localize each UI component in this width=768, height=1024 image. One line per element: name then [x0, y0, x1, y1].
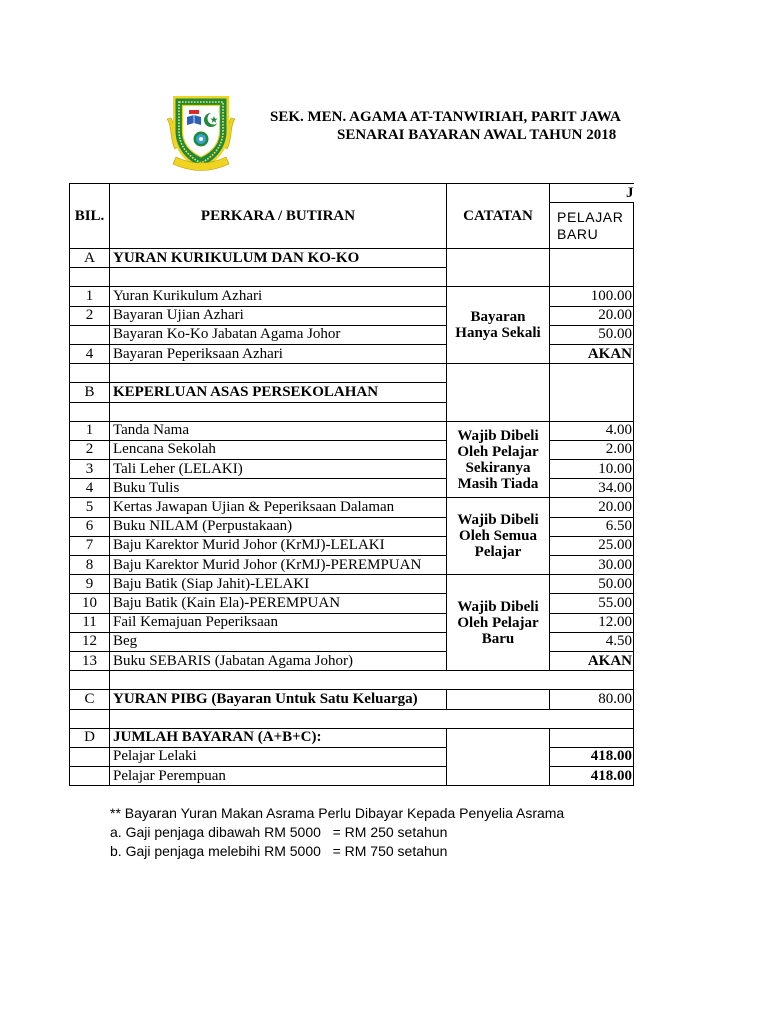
amount-cell: 4.00 [550, 421, 634, 440]
amount-cell: 25.00 [550, 536, 634, 555]
item-cell: Lencana Sekolah [110, 440, 447, 459]
item-cell [110, 268, 447, 287]
blank-row [70, 364, 634, 383]
section-title: YURAN PIBG (Bayaran Untuk Satu Keluarga) [110, 690, 447, 709]
amount-cell: 4.50 [550, 632, 634, 651]
table-row [70, 344, 634, 363]
bil-cell: 4 [70, 344, 110, 363]
table-row [70, 440, 634, 459]
school-crest-logo [164, 93, 238, 173]
item-cell: Bayaran Ujian Azhari [110, 306, 447, 325]
table-header-row [70, 184, 634, 203]
amount-cell: 2.00 [550, 440, 634, 459]
section-row [70, 249, 634, 268]
bil-cell [70, 671, 110, 690]
footnote-line: a. Gaji penjaga dibawah RM 5000 = RM 250 setahun [110, 824, 448, 840]
table-row [70, 651, 634, 670]
bil-cell: 1 [70, 287, 110, 306]
table-row [70, 613, 634, 632]
item-cell: Tanda Nama [110, 421, 447, 440]
header-pelajar-baru: PELAJAR BARU [550, 203, 634, 249]
header-bil: BIL. [70, 184, 110, 249]
section-code: A [70, 249, 110, 268]
table-row [70, 632, 634, 651]
amount-cell [550, 249, 634, 287]
amount-cell: 10.00 [550, 460, 634, 479]
item-cell: Baju Karektor Murid Johor (KrMJ)-PEREMPUAN [110, 556, 447, 575]
bil-cell [70, 709, 110, 728]
bil-cell: 11 [70, 613, 110, 632]
total-row [70, 747, 634, 766]
bil-cell: 6 [70, 517, 110, 536]
item-cell [110, 402, 447, 421]
bil-cell: 8 [70, 556, 110, 575]
item-cell: Buku NILAM (Perpustakaan) [110, 517, 447, 536]
header-catatan: CATATAN [447, 184, 550, 249]
amount-cell: AKAN [550, 651, 634, 670]
catatan-cell [447, 249, 550, 287]
table-row [70, 479, 634, 498]
item-cell: Yuran Kurikulum Azhari [110, 287, 447, 306]
item-cell: Bayaran Ko-Ko Jabatan Agama Johor [110, 325, 447, 344]
table-row [70, 556, 634, 575]
item-cell [110, 364, 447, 383]
school-crest-icon [164, 93, 238, 173]
amount-cell [550, 728, 634, 747]
section-row [70, 690, 634, 709]
catatan-note: Wajib Dibeli Oleh Semua Pelajar [447, 498, 550, 575]
amount-cell: 12.00 [550, 613, 634, 632]
amount-cell: 55.00 [550, 594, 634, 613]
item-cell: Beg [110, 632, 447, 651]
bil-cell: 9 [70, 575, 110, 594]
bil-cell: 12 [70, 632, 110, 651]
fee-table [69, 183, 634, 786]
item-cell: Buku Tulis [110, 479, 447, 498]
item-cell: Baju Karektor Murid Johor (KrMJ)-LELAKI [110, 536, 447, 555]
bil-cell: 13 [70, 651, 110, 670]
blank-row [70, 671, 634, 690]
section-title: JUMLAH BAYARAN (A+B+C): [110, 728, 447, 747]
catatan-note: Wajib Dibeli Oleh Pelajar Sekiranya Masih Tiada [447, 421, 550, 498]
footnote-line: ** Bayaran Yuran Makan Asrama Perlu Dibayar Kepada Penyelia Asrama [110, 805, 565, 821]
item-cell: Baju Batik (Siap Jahit)-LELAKI [110, 575, 447, 594]
item-cell: Kertas Jawapan Ujian & Peperiksaan Dalaman [110, 498, 447, 517]
table-row [70, 306, 634, 325]
amount-cell: 34.00 [550, 479, 634, 498]
bil-cell [70, 747, 110, 766]
section-title: YURAN KURIKULUM DAN KO-KO [110, 249, 447, 268]
item-cell: Buku SEBARIS (Jabatan Agama Johor) [110, 651, 447, 670]
catatan-cell [447, 728, 550, 786]
item-cell: Bayaran Peperiksaan Azhari [110, 344, 447, 363]
footnotes [110, 804, 564, 861]
blank-cell [110, 671, 634, 690]
table-row [70, 594, 634, 613]
section-code: C [70, 690, 110, 709]
bil-cell: 4 [70, 479, 110, 498]
item-cell: Tali Leher (LELAKI) [110, 460, 447, 479]
amount-cell: 20.00 [550, 306, 634, 325]
section-code: D [70, 728, 110, 747]
blank-cell [110, 709, 634, 728]
footnote-line: b. Gaji penjaga melebihi RM 5000 = RM 750 setahun [110, 843, 448, 859]
header-jumlah: J [550, 184, 634, 203]
bil-cell: 2 [70, 440, 110, 459]
item-cell: Baju Batik (Kain Ela)-PEREMPUAN [110, 594, 447, 613]
catatan-note: Bayaran Hanya Sekali [447, 287, 550, 364]
amount-cell: 100.00 [550, 287, 634, 306]
table-row [70, 517, 634, 536]
blank-row [70, 709, 634, 728]
catatan-note: Wajib Dibeli Oleh Pelajar Baru [447, 575, 550, 671]
bil-cell [70, 767, 110, 786]
amount-cell: 6.50 [550, 517, 634, 536]
amount-cell: 30.00 [550, 556, 634, 575]
total-amount-cell: 418.00 [550, 767, 634, 786]
item-cell: Pelajar Lelaki [110, 747, 447, 766]
item-cell: Pelajar Perempuan [110, 767, 447, 786]
bil-cell: 5 [70, 498, 110, 517]
total-amount-cell: 418.00 [550, 747, 634, 766]
item-cell: Fail Kemajuan Peperiksaan [110, 613, 447, 632]
table-row [70, 536, 634, 555]
list-title: SENARAI BAYARAN AWAL TAHUN 2018 [337, 127, 617, 143]
catatan-cell [447, 364, 550, 422]
bil-cell [70, 268, 110, 287]
amount-cell [550, 364, 634, 422]
section-row [70, 728, 634, 747]
total-row [70, 767, 634, 786]
amount-cell: 20.00 [550, 498, 634, 517]
bil-cell: 2 [70, 306, 110, 325]
table-row [70, 421, 634, 440]
bil-cell: 1 [70, 421, 110, 440]
bil-cell [70, 364, 110, 383]
amount-cell: 50.00 [550, 575, 634, 594]
bil-cell: 10 [70, 594, 110, 613]
table-row [70, 460, 634, 479]
bil-cell [70, 325, 110, 344]
header-perkara: PERKARA / BUTIRAN [110, 184, 447, 249]
bil-cell: 7 [70, 536, 110, 555]
bil-cell: 3 [70, 460, 110, 479]
table-row [70, 287, 634, 306]
table-row [70, 325, 634, 344]
amount-cell: 50.00 [550, 325, 634, 344]
amount-cell: AKAN [550, 344, 634, 363]
section-title: KEPERLUAN ASAS PERSEKOLAHAN [110, 383, 447, 402]
table-row [70, 575, 634, 594]
catatan-cell [447, 690, 550, 709]
school-name: SEK. MEN. AGAMA AT-TANWIRIAH, PARIT JAWA [270, 109, 621, 125]
table-row [70, 498, 634, 517]
section-code: B [70, 383, 110, 402]
amount-cell: 80.00 [550, 690, 634, 709]
bil-cell [70, 402, 110, 421]
